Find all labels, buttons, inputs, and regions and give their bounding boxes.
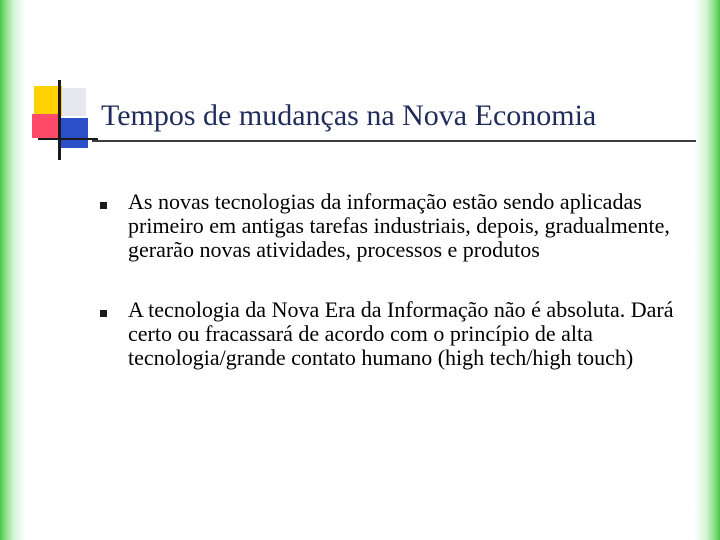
slide-title: Tempos de mudanças na Nova Economia <box>101 99 597 132</box>
deco-horizontal-line <box>38 138 98 140</box>
deco-shadow-square <box>62 88 86 116</box>
deco-vertical-line <box>58 80 61 160</box>
square-bullet-icon <box>100 310 107 317</box>
title-underline <box>92 140 696 142</box>
title-decoration-squares-icon <box>0 0 100 170</box>
bullet-item <box>100 298 700 370</box>
bullet-list <box>100 190 700 406</box>
bullet-item <box>100 190 700 262</box>
bullet-text: A tecnologia da Nova Era da Informação não é absoluta. Dará certo ou fracassará de acordo com o princípio de alta tecnologia/grande contato humano (high tech/high touch) <box>128 297 674 370</box>
square-bullet-icon <box>100 202 107 209</box>
deco-red-square <box>32 114 58 138</box>
deco-blue-square <box>60 118 88 148</box>
bullet-text: As novas tecnologias da informação estão sendo aplicadas primeiro em antigas tarefas industriais, depois, gradualmente, gerarão novas atividades, processos e produtos <box>128 189 670 262</box>
